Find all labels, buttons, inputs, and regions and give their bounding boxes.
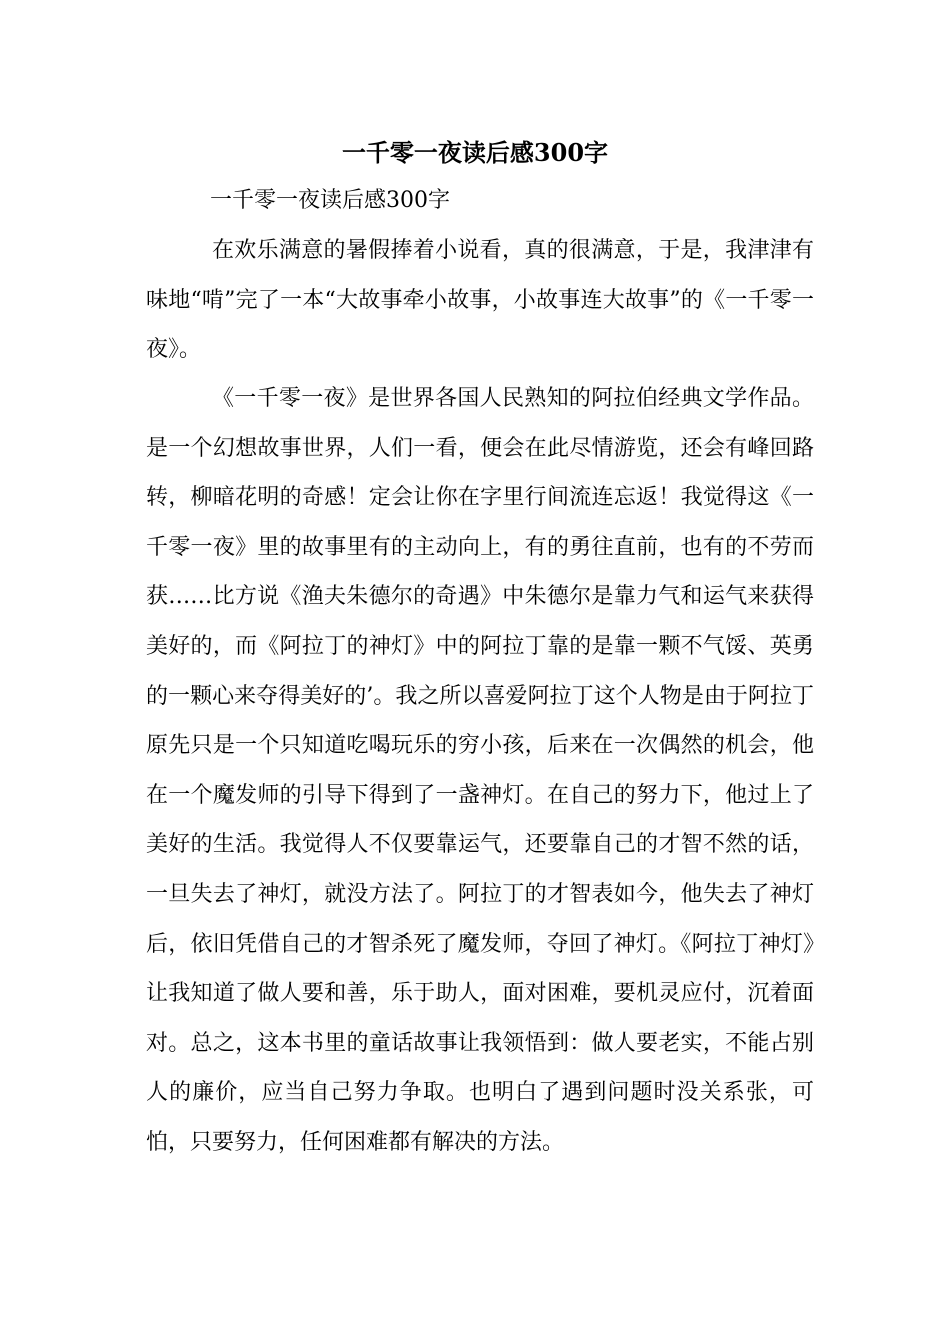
body-paragraph-1: 在欢乐满意的暑假捧着小说看，真的很满意，于是，我津津有味地“啃”完了一本“大故事牵小故事，小故事连大故事”的《一千零一夜》。 — [146, 238, 814, 363]
document-title: 一千零一夜读后感300字 — [341, 138, 609, 167]
document-subtitle: 一千零一夜读后感300字 — [210, 188, 450, 213]
body-paragraph-2: 《一千零一夜》是世界各国人民熟知的阿拉伯经典文学作品。是一个幻想故事世界，人们一看，便会在此尽情游览，还会有峰回路转，柳暗花明的奇感！定会让你在字里行间流连忘返！我觉得这《一千零一夜》里的故事里有的主动向上，有的勇往直前，也有的不劳而获……比方说《渔夫朱德尔的奇遇》中朱德尔是靠力气和运气来获得美好的，而《阿拉丁的神灯》中的阿拉丁靠的是靠一颗不气馁、英勇的一颗心来夺得美好的’。我之所以喜爱阿拉丁这个人物是由于阿拉丁原先只是一个只知道吃喝玩乐的穷小孩，后来在一次偶然的机会，他在一个魔发师的引导下得到了一盏神灯。在自己的努力下，他过上了美好的生活。我觉得人不仅要靠运气，还要靠自己的才智不然的话，一旦失去了神灯，就没方法了。阿拉丁的才智表如今，他失去了神灯后，依旧凭借自己的才智杀死了魔发师，夺回了神灯。《阿拉丁神灯》让我知道了做人要和善，乐于助人，面对困难，要机灵应付，沉着面对。总之，这本书里的童话故事让我领悟到：做人要老实，不能占别人的廉价，应当自己努力争取。也明白了遇到问题时没关系张，可怕，只要努力，任何困难都有解决的方法。 — [146, 386, 814, 1155]
